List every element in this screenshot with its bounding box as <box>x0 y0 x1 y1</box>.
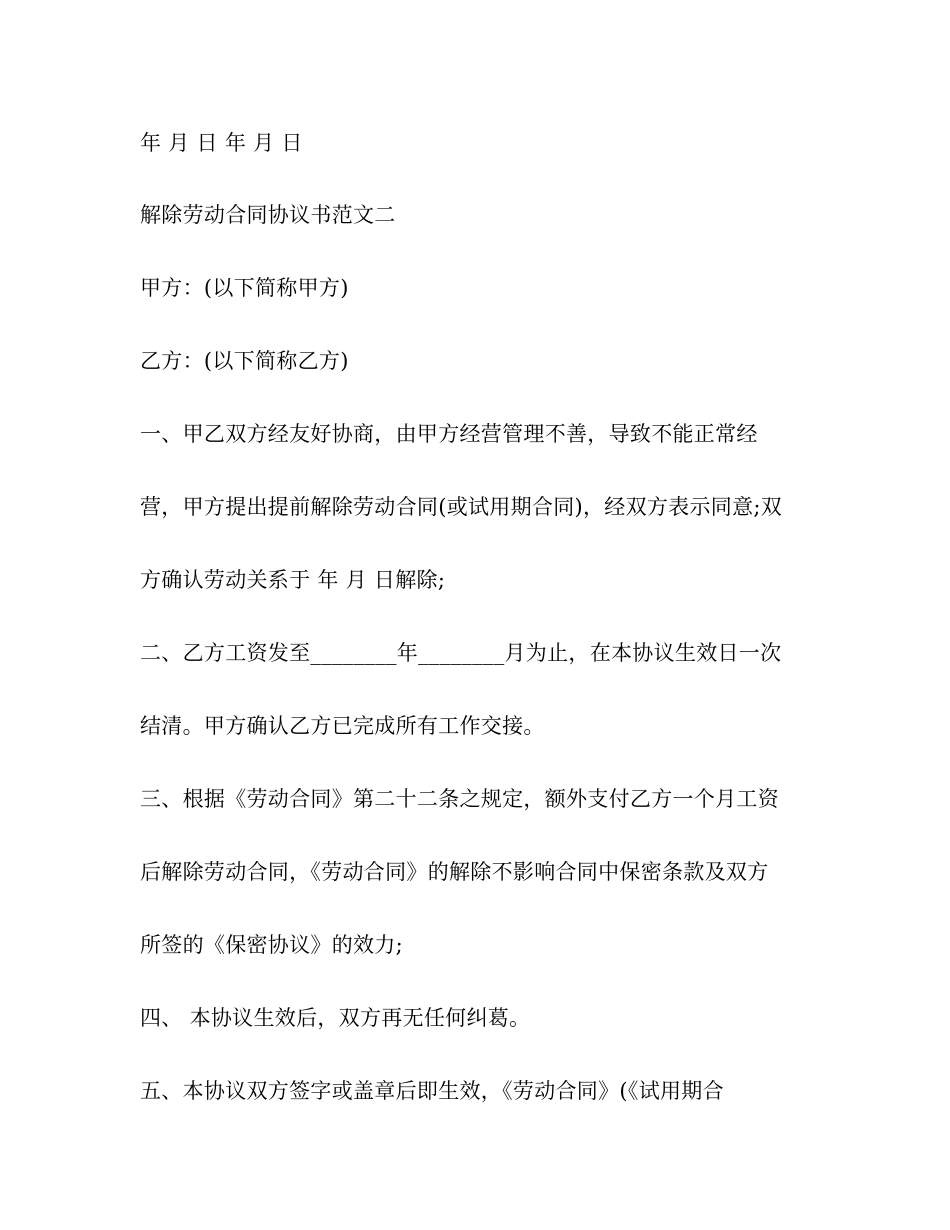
party-a-line: 甲方：(以下简称甲方) <box>140 276 349 300</box>
clause-1-line-2: 营，甲方提出提前解除劳动合同(或试用期合同)，经双方表示同意;双 <box>140 495 783 519</box>
clause-4-line-1: 四、 本协议生效后，双方再无任何纠葛。 <box>140 1006 531 1030</box>
clause-2-line-1: 二、乙方工资发至________年________月为止，在本协议生效日一次 <box>140 641 782 665</box>
document-title: 解除劳动合同协议书范文二 <box>140 203 396 227</box>
date-line: 年 月 日 年 月 日 <box>140 131 303 155</box>
clause-3-line-3: 所签的《保密协议》的效力; <box>140 933 403 957</box>
party-b-line: 乙方：(以下简称乙方) <box>140 349 349 373</box>
clause-2-line-2: 结清。甲方确认乙方已完成所有工作交接。 <box>140 714 545 738</box>
clause-3-line-2: 后解除劳动合同，《劳动合同》的解除不影响合同中保密条款及双方 <box>140 860 769 884</box>
clause-1-line-1: 一、甲乙双方经友好协商，由甲方经营管理不善，导致不能正常经 <box>140 422 758 446</box>
clause-3-line-1: 三、根据《劳动合同》第二十二条之规定，额外支付乙方一个月工资 <box>140 787 779 811</box>
clause-5-line-1: 五、本协议双方签字或盖章后即生效，《劳动合同》(《试用期合 <box>140 1079 724 1103</box>
clause-1-line-3: 方确认劳动关系于 年 月 日解除; <box>140 568 446 592</box>
